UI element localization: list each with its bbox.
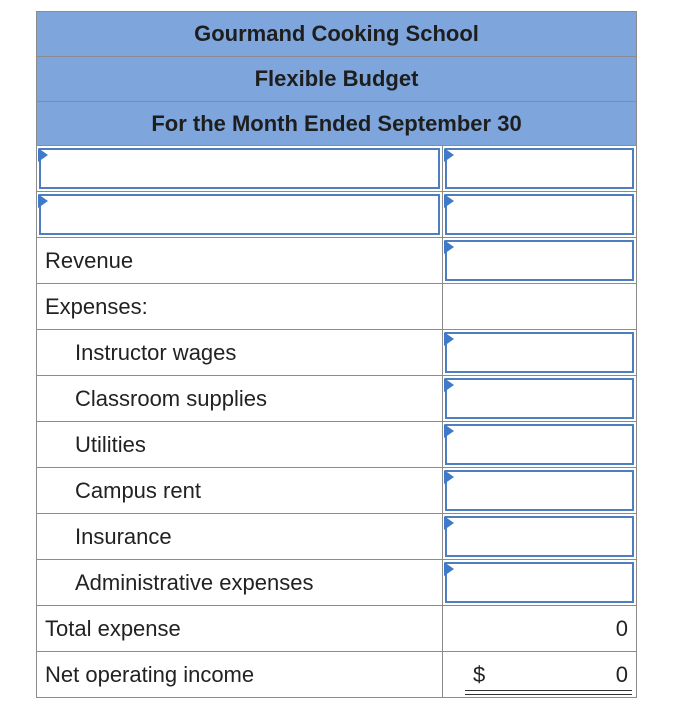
instructor-wages-input[interactable] — [445, 332, 634, 373]
dropdown-marker-icon — [444, 378, 454, 392]
report-title-header: Flexible Budget — [36, 56, 637, 101]
value-input-1[interactable] — [445, 148, 634, 189]
insurance-value-cell — [442, 514, 637, 560]
net-operating-income-value: 0 — [615, 661, 628, 687]
company-name-header: Gourmand Cooking School — [36, 11, 637, 56]
insurance-input[interactable] — [445, 516, 634, 557]
instructor-wages-value-cell — [442, 330, 637, 376]
utilities-label: Utilities — [36, 422, 442, 468]
dropdown-marker-icon — [444, 516, 454, 530]
administrative-expenses-value-cell — [442, 560, 637, 606]
value-input-2[interactable] — [445, 194, 634, 235]
dropdown-marker-icon — [444, 194, 454, 208]
blank-input-row-1 — [36, 146, 637, 192]
flexible-budget-table — [36, 11, 637, 698]
total-expense-value-cell — [442, 606, 637, 652]
instructor-wages-label: Instructor wages — [36, 330, 442, 376]
dropdown-marker-icon — [38, 194, 48, 208]
utilities-row — [36, 422, 637, 468]
utilities-value-cell — [442, 422, 637, 468]
dropdown-marker-icon — [38, 148, 48, 162]
value-cell-1 — [442, 146, 637, 192]
currency-symbol: $ — [473, 661, 486, 687]
dropdown-marker-icon — [444, 240, 454, 254]
label-input-2[interactable] — [39, 194, 440, 235]
insurance-row — [36, 514, 637, 560]
campus-rent-value-cell — [442, 468, 637, 514]
classroom-supplies-row — [36, 376, 637, 422]
blank-input-row-2 — [36, 192, 637, 238]
total-expense-value: 0 — [615, 615, 628, 641]
utilities-input[interactable] — [445, 424, 634, 465]
period-header: For the Month Ended September 30 — [36, 101, 637, 146]
expenses-label: Expenses: — [36, 284, 442, 330]
label-cell-2 — [36, 192, 442, 238]
total-expense-label: Total expense — [36, 606, 442, 652]
administrative-expenses-label: Administrative expenses — [36, 560, 442, 606]
campus-rent-label: Campus rent — [36, 468, 442, 514]
administrative-expenses-input[interactable] — [445, 562, 634, 603]
dropdown-marker-icon — [444, 562, 454, 576]
revenue-input[interactable] — [445, 240, 634, 281]
value-cell-2 — [442, 192, 637, 238]
classroom-supplies-label: Classroom supplies — [36, 376, 442, 422]
dropdown-marker-icon — [444, 148, 454, 162]
net-operating-income-value-cell — [442, 652, 637, 698]
campus-rent-row — [36, 468, 637, 514]
revenue-label: Revenue — [36, 238, 442, 284]
net-operating-income-row — [36, 652, 637, 698]
dropdown-marker-icon — [444, 424, 454, 438]
instructor-wages-row — [36, 330, 637, 376]
classroom-supplies-value-cell — [442, 376, 637, 422]
total-expense-row — [36, 606, 637, 652]
expenses-header-row — [36, 284, 637, 330]
label-cell-1 — [36, 146, 442, 192]
net-operating-income-label: Net operating income — [36, 652, 442, 698]
revenue-row — [36, 238, 637, 284]
double-underline — [465, 690, 632, 695]
revenue-value-cell — [442, 238, 637, 284]
administrative-expenses-row — [36, 560, 637, 606]
dropdown-marker-icon — [444, 332, 454, 346]
label-input-1[interactable] — [39, 148, 440, 189]
insurance-label: Insurance — [36, 514, 442, 560]
expenses-value-cell — [442, 284, 637, 330]
dropdown-marker-icon — [444, 470, 454, 484]
campus-rent-input[interactable] — [445, 470, 634, 511]
classroom-supplies-input[interactable] — [445, 378, 634, 419]
